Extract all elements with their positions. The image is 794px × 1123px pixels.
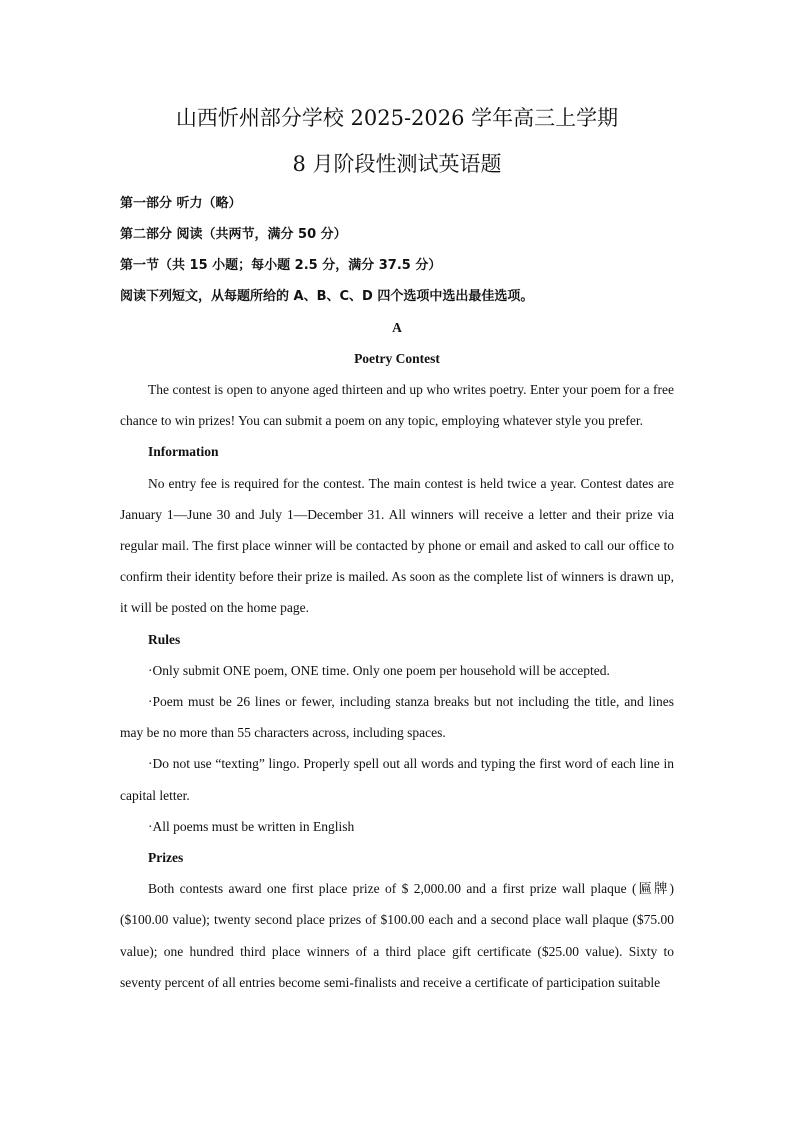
reading-instruction: 阅读下列短文，从每题所给的 A、B、C、D 四个选项中选出最佳选项。 bbox=[120, 289, 534, 304]
rule-item: ·Do not use “texting” lingo. Properly spell out all words and typing the first word of each line in capital letter. bbox=[120, 756, 674, 803]
prizes-heading: Prizes bbox=[148, 850, 184, 866]
rules-heading: Rules bbox=[148, 631, 181, 647]
rule-item: ·All poems must be written in English bbox=[148, 818, 355, 834]
section-1-heading: 第一部分 听力（略） bbox=[120, 196, 242, 211]
rule-item: ·Only submit ONE poem, ONE time. Only one poem per household will be accepted. bbox=[148, 662, 610, 678]
prizes-paragraph: Both contests award one first place prize of $ 2,000.00 and a first prize wall plaque (匾牌) ($100.00 value); twenty second place prizes of $100.00 each and a second place wall plaque ($75.00 value); one hundred third place winners of a third place gift certificate ($25.00 value). Sixty to seventy percent of all entries become semi-finalists and receive a certificate of participation suitable bbox=[120, 881, 674, 990]
passage-label: A bbox=[392, 320, 402, 335]
rule-item: ·Poem must be 26 lines or fewer, including stanza breaks but not including the title, and lines may be no more than 55 characters across, including spaces. bbox=[120, 694, 674, 741]
information-heading: Information bbox=[148, 444, 219, 460]
page-content bbox=[120, 104, 674, 998]
section-2-heading: 第二部分 阅读（共两节，满分 50 分） bbox=[120, 227, 347, 242]
title-line-2: 8 月阶段性测试英语题 bbox=[292, 152, 502, 176]
intro-paragraph: The contest is open to anyone aged thirteen and up who writes poetry. Enter your poem for a free chance to win prizes! You can submit a poem on any topic, employing whatever style you prefer. bbox=[120, 382, 674, 429]
section-2-part-1-heading: 第一节（共 15 小题；每小题 2.5 分，满分 37.5 分） bbox=[120, 258, 442, 273]
title-line-1: 山西忻州部分学校 2025-2026 学年高三上学期 bbox=[175, 106, 619, 130]
passage-title: Poetry Contest bbox=[354, 351, 440, 366]
information-paragraph: No entry fee is required for the contest. The main contest is held twice a year. Contest dates are January 1—June 30 and July 1—December 31. All winners will receive a letter and their prize via regular mail. The first place winner will be contacted by phone or email and asked to call our office to confirm their identity before their prize is mailed. As soon as the complete list of winners is drawn up, it will be posted on the home page. bbox=[120, 475, 674, 616]
